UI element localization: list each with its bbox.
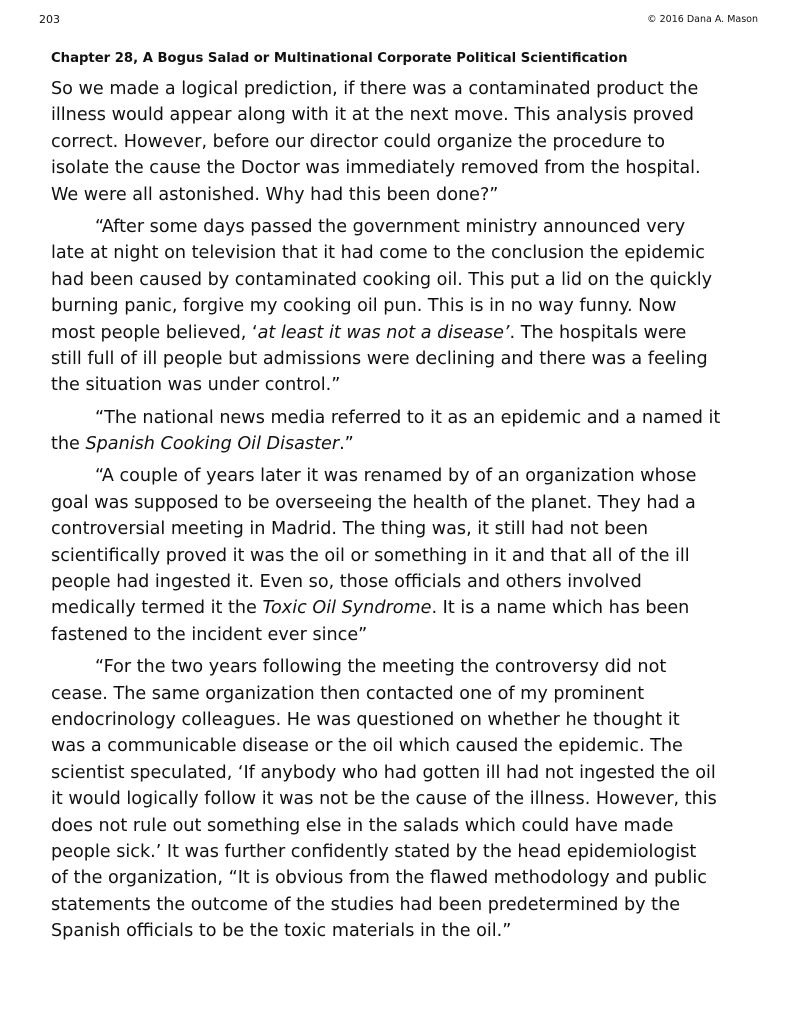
text-line bbox=[51, 431, 763, 457]
text-line bbox=[51, 490, 763, 516]
text-line bbox=[51, 320, 763, 346]
text-line bbox=[51, 516, 763, 542]
text-run: had been caused by contaminated cooking oil. This put a lid on the quickly bbox=[51, 269, 713, 290]
text-run: isolate the cause the Doctor was immediately removed from the hospital. bbox=[51, 158, 701, 179]
text-run: .” bbox=[339, 434, 354, 455]
text-line bbox=[51, 405, 763, 431]
text-run: illness would appear along with it at the next move. This analysis proved bbox=[51, 105, 694, 126]
paragraph bbox=[51, 405, 763, 458]
page-header bbox=[0, 12, 800, 28]
text-line bbox=[51, 543, 763, 569]
text-run: it would logically follow it was not be the cause of the illness. However, this bbox=[51, 789, 717, 810]
text-run: We were all astonished. Why had this been done?” bbox=[51, 184, 499, 205]
paragraph bbox=[51, 214, 763, 399]
page-number: 203 bbox=[39, 13, 60, 26]
text-line bbox=[51, 293, 763, 319]
text-line bbox=[51, 760, 763, 786]
text-run: controversial meeting in Madrid. The thing was, it still had not been bbox=[51, 519, 649, 540]
text-line bbox=[51, 214, 763, 240]
text-run: scientifically proved it was the oil or something in it and that all of the ill bbox=[51, 545, 690, 566]
text-run: goal was supposed to be overseeing the health of the planet. They had a bbox=[51, 492, 696, 513]
text-line bbox=[51, 733, 763, 759]
italic-text: Spanish Cooking Oil Disaster bbox=[85, 434, 340, 455]
text-line bbox=[51, 346, 763, 372]
text-line bbox=[51, 892, 763, 918]
text-line bbox=[51, 839, 763, 865]
text-run: was a communicable disease or the oil which caused the epidemic. The bbox=[51, 736, 683, 757]
paragraph bbox=[51, 654, 763, 944]
text-line bbox=[51, 681, 763, 707]
chapter-title: Chapter 28, A Bogus Salad or Multinational Corporate Political Scientification bbox=[51, 51, 628, 66]
text-line bbox=[51, 569, 763, 595]
italic-text: at least it was not a disease’ bbox=[257, 322, 510, 343]
text-line bbox=[51, 595, 763, 621]
text-line bbox=[51, 918, 763, 944]
text-run: the bbox=[51, 434, 86, 455]
text-run: people sick.’ It was further confidently stated by the head epidemiologist bbox=[51, 841, 697, 862]
text-run: people had ingested it. Even so, those officials and others involved bbox=[51, 572, 642, 593]
paragraph bbox=[51, 463, 763, 648]
italic-text: Toxic Oil Syndrome bbox=[262, 598, 432, 619]
text-run: burning panic, forgive my cooking oil pun. This is in no way funny. Now bbox=[51, 296, 677, 317]
text-line bbox=[51, 182, 763, 208]
paragraph bbox=[51, 76, 763, 208]
text-run: “For the two years following the meeting the controversy did not bbox=[95, 657, 667, 678]
text-line bbox=[51, 654, 763, 680]
text-run: fastened to the incident ever since” bbox=[51, 624, 368, 645]
text-run: medically termed it the bbox=[51, 598, 263, 619]
text-line bbox=[51, 102, 763, 128]
text-line bbox=[51, 786, 763, 812]
text-line bbox=[51, 240, 763, 266]
text-run: So we made a logical prediction, if there was a contaminated product the bbox=[51, 79, 699, 99]
text-line bbox=[51, 267, 763, 293]
text-line bbox=[51, 707, 763, 733]
text-run: “A couple of years later it was renamed by of an organization whose bbox=[95, 466, 697, 487]
text-run: most people believed, ‘ bbox=[51, 322, 258, 343]
text-run: of the organization, “It is obvious from the flawed methodology and public bbox=[51, 868, 707, 889]
text-run: scientist speculated, ‘If anybody who had gotten ill had not ingested the oil bbox=[51, 762, 716, 783]
text-run: endocrinology colleagues. He was questioned on whether he thought it bbox=[51, 709, 680, 730]
text-run: still full of ill people but admissions were declining and there was a feeling bbox=[51, 348, 708, 369]
text-line bbox=[51, 76, 763, 102]
text-run: does not rule out something else in the salads which could have made bbox=[51, 815, 674, 836]
text-line bbox=[51, 155, 763, 181]
text-run: . It is a name which has been bbox=[431, 598, 690, 619]
text-run: correct. However, before our director could organize the procedure to bbox=[51, 131, 666, 152]
text-line bbox=[51, 463, 763, 489]
text-run: the situation was under control.” bbox=[51, 375, 341, 396]
body-text bbox=[51, 76, 763, 951]
text-line bbox=[51, 865, 763, 891]
text-run: Spanish officials to be the toxic materials in the oil.” bbox=[51, 921, 512, 942]
text-run: statements the outcome of the studies had been predetermined by the bbox=[51, 894, 681, 915]
text-run: cease. The same organization then contacted one of my prominent bbox=[51, 683, 645, 704]
text-run: “After some days passed the government ministry announced very bbox=[95, 216, 686, 237]
text-line bbox=[51, 622, 763, 648]
copyright-notice: © 2016 Dana A. Mason bbox=[647, 14, 758, 25]
text-run: “The national news media referred to it as an epidemic and a named it bbox=[95, 407, 721, 428]
text-run: . The hospitals were bbox=[509, 322, 687, 343]
text-run: late at night on television that it had come to the conclusion the epidemic bbox=[51, 243, 705, 264]
text-line bbox=[51, 813, 763, 839]
text-line bbox=[51, 372, 763, 398]
text-line bbox=[51, 129, 763, 155]
